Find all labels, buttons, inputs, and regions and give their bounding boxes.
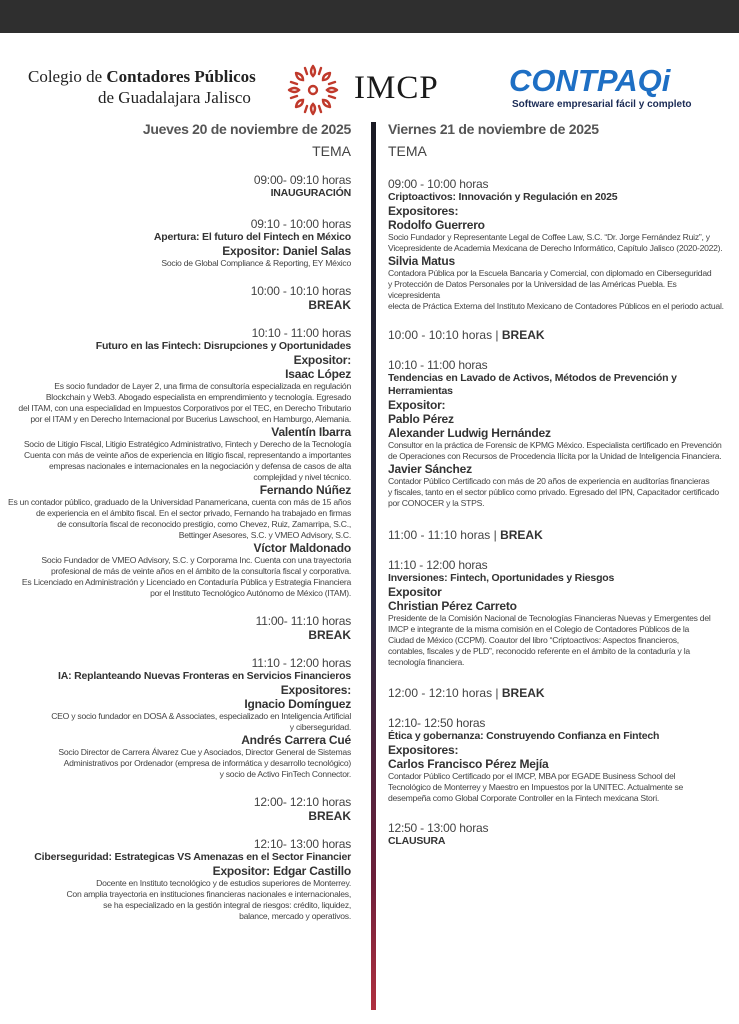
bio-line: contables, fiscales y de PLD”, reconocido referente en el ámbito de la contaduría y la — [388, 646, 690, 656]
bio-line: Es un contador público, graduado de la Universidad Panamericana, cuenta con más de 15 años — [8, 497, 351, 507]
bio-line: electa de Práctica Externa del Instituto Mexicano de Contadores Públicos en el periodo actual. — [388, 301, 724, 311]
session-label: Expositor — [388, 585, 442, 599]
session-label: Expositor: — [293, 353, 351, 367]
session-expositor: Expositor: Edgar Castillo — [212, 864, 351, 878]
bio-line: Contador Público Certificado con más de 20 años de experiencia en auditorías financieras — [388, 476, 710, 486]
session-title: IA: Replanteando Nuevas Fronteras en Servicios Financieros — [58, 670, 351, 682]
bio-line: se ha especializado en la gestión integral de riesgos: crédito, liquidez, — [103, 900, 351, 910]
speaker-name: Ignacio Domínguez — [244, 697, 351, 711]
bio-line: Con amplia trayectoria en instituciones financieras nacionales e internacionales, — [66, 889, 351, 899]
session-etica — [388, 716, 728, 804]
bio-line: del ITAM, con una especialidad en Impuestos Corporativos por el TEC, en Derecho Tributario — [18, 403, 351, 413]
thursday-column — [8, 121, 351, 922]
session-time: 12:10- 12:50 horas — [388, 716, 486, 730]
bio-line: Vicepresidente de Academia Mexicana de Derecho Informático, Capítulo Jalisco (2020-2022). — [388, 243, 723, 253]
session-inversiones — [388, 558, 728, 668]
session-apertura — [8, 217, 351, 269]
speaker-bio — [388, 232, 728, 254]
speaker-name: Alexander Ludwig Hernández — [388, 426, 551, 440]
column-divider — [371, 122, 376, 1010]
speaker-bio — [388, 268, 728, 312]
session-lavado — [388, 358, 728, 509]
speaker-name: Pablo Pérez — [388, 412, 454, 426]
speaker-bio — [8, 747, 351, 780]
imcp-emblem-icon — [285, 62, 341, 118]
session-time: 11:00- 11:10 horas — [255, 614, 351, 628]
speaker-name: Isaac López — [285, 367, 351, 381]
break-label: BREAK — [308, 298, 351, 312]
bio-line: Socio Fundador y Representante Legal de Coffee Law, S.C. “Dr. Jorge Fernández Ruiz”, y — [388, 232, 710, 242]
speaker-bio — [388, 613, 728, 668]
speaker-bio — [8, 381, 351, 425]
bio-line: por el Instituto Tecnológico Autónomo de México (ITAM). — [150, 588, 351, 598]
session-title: Criptoactivos: Innovación y Regulación en 2025 — [388, 191, 618, 203]
bio-line: Socio Director de Carrera Álvarez Cue y Asociados, Director General de Sistemas — [58, 747, 351, 757]
bio-line: Contador Público Certificado por el IMCP, MBA por EGADE Business School del — [388, 771, 676, 781]
break-label: BREAK — [308, 628, 351, 642]
bio-line: por el ITAM y en Derecho Internacional por Bucerius Lawschool, en Hamburgo, Alemania. — [30, 414, 351, 424]
session-time: 09:00- 09:10 horas — [253, 173, 351, 187]
break-label: BREAK — [308, 809, 351, 823]
speaker-name: Carlos Francisco Pérez Mejía — [388, 757, 549, 771]
contpaqi-tagline: Software empresarial fácil y completo — [512, 99, 692, 110]
session-time: 11:00 - 11:10 horas | — [388, 528, 501, 542]
imcp-logo-text: IMCP — [354, 70, 439, 106]
contpaqi-logo: CONTPAQi — [509, 63, 671, 98]
bio-line: IMCP e integrante de la misma comisión en el Colegio de Contadores Públicos de la — [388, 624, 690, 634]
bio-line: empresas nacionales e internacionales en la negociación y defensa de casos de alta — [49, 461, 351, 471]
bio-line: de consultoría fiscal de reconocido prestigio, como Chevez, Ruiz, Zamarripa, S.C., — [57, 519, 351, 529]
friday-break-3 — [388, 686, 728, 700]
bio-line: complejidad y nivel técnico. — [253, 472, 351, 482]
bio-line: balance, mercado y operativos. — [239, 911, 351, 921]
speaker-bio — [8, 555, 351, 599]
speaker-name: Javier Sánchez — [388, 462, 472, 476]
session-time: 12:10- 13:00 horas — [253, 837, 351, 851]
thursday-date: Jueves 20 de noviembre de 2025 — [142, 121, 351, 137]
speaker-bio: Socio de Global Compliance & Reporting, EY México — [161, 258, 351, 268]
bio-line: Blockchain y Web3. Abogado especialista en emprendimiento y tecnología. Egresado — [45, 392, 351, 402]
session-time: 10:10 - 11:00 horas — [388, 358, 488, 372]
speaker-name: Fernando Núñez — [259, 483, 351, 497]
session-title-line: Herramientas — [388, 385, 453, 397]
bio-line: Es Licenciado en Administración y Licenciado en Contaduría Pública y Estrategia Financiera — [21, 577, 351, 587]
speaker-bio — [388, 771, 728, 804]
top-bar — [0, 0, 739, 33]
session-time: 11:10 - 12:00 horas — [251, 656, 351, 670]
bio-line: CEO y socio fundador en DOSA & Associates, especializado en Inteligencia Artificial — [51, 711, 351, 721]
break-label: BREAK — [500, 528, 543, 542]
bio-line: y socio de Activo FinTech Connector. — [219, 769, 351, 779]
bio-line: por CONOCER y la STPS. — [388, 498, 485, 508]
bio-line: Presidente de la Comisión Nacional de Tecnologías Financieras Nuevas y Emergentes del — [388, 613, 711, 623]
session-break-2 — [8, 614, 351, 642]
session-expositor: Expositor: Daniel Salas — [222, 244, 351, 258]
ccp-line1-bold: Contadores Públicos — [106, 67, 256, 86]
bio-line: desempeña como Global Corporate Controller en la Fintech mexicana Stori. — [388, 793, 659, 803]
session-time: 12:00- 12:10 horas — [253, 795, 351, 809]
session-title: Ciberseguridad: Estrategicas VS Amenazas en el Sector Financier — [34, 851, 351, 863]
bio-line: Socio de Litigio Fiscal, Litigio Estratégico Administrativo, Fintech y Derecho de la Tecnología — [23, 439, 351, 449]
session-time: 10:10 - 11:00 horas — [251, 326, 351, 340]
bio-line: de experiencia en el ámbito fiscal. En el sector privado, Fernando ha trabajado en firmas — [35, 508, 351, 518]
bio-line: tecnología financiera. — [388, 657, 465, 667]
speaker-bio — [8, 711, 351, 733]
session-label: Expositores: — [280, 683, 351, 697]
session-title: CLAUSURA — [388, 835, 446, 847]
speaker-name: Valentín Ibarra — [271, 425, 351, 439]
session-label: Expositores: — [388, 204, 459, 218]
session-label: Expositores: — [388, 743, 459, 757]
break-label: BREAK — [501, 328, 545, 342]
session-time: 11:10 - 12:00 horas — [388, 558, 488, 572]
speaker-name: Andrés Carrera Cué — [241, 733, 351, 747]
session-time: 09:10 - 10:00 horas — [250, 217, 351, 231]
bio-line: y fiscales, tanto en el sector público como privado. Egresado del IPN, Capacitador certificado — [388, 487, 719, 497]
session-title: Futuro en las Fintech: Disrupciones y Oportunidades — [95, 340, 351, 352]
bio-line: Bettinger Asesores, S.C. y VMEO Advisory, S.C. — [178, 530, 351, 540]
bio-line: y Protección de Datos Personales por la Universidad de las Américas Puebla. Es vicepresidenta — [388, 279, 677, 300]
session-ciberseguridad — [8, 837, 351, 922]
bio-line: Es socio fundador de Layer 2, una firma de consultoría especializada en regulación — [54, 381, 351, 391]
bio-line: y ciberseguridad. — [289, 722, 351, 732]
bio-line: profesional de más de veinte años en el ámbito de la consultoría fiscal y corporativa. — [51, 566, 351, 576]
session-time: 09:00 - 10:00 horas — [388, 177, 489, 191]
speaker-name: Christian Pérez Carreto — [388, 599, 517, 613]
speaker-name: Rodolfo Guerrero — [388, 218, 485, 232]
session-time: 12:00 - 12:10 horas | — [388, 686, 502, 700]
session-clausura — [388, 821, 728, 848]
session-title: Inversiones: Fintech, Oportunidades y Riesgos — [388, 572, 615, 584]
session-break-3 — [8, 795, 351, 823]
friday-break-2 — [388, 528, 728, 542]
session-title: Apertura: El futuro del Fintech en México — [153, 231, 351, 243]
bio-line: Socio Fundador de VMEO Advisory, S.C. y Corporama Inc. Cuenta con una trayectoria — [41, 555, 351, 565]
session-label: Expositor: — [388, 398, 446, 412]
ccp-line2: de Guadalajara Jalisco — [98, 88, 251, 107]
session-time: 10:00 - 10:10 horas — [250, 284, 351, 298]
session-time: 10:00 - 10:10 horas | — [388, 328, 502, 342]
bio-line: Consultor en la práctica de Forensic de KPMG México. Especialista certificado en Prevención — [388, 440, 722, 450]
ccp-line1-pre: Colegio de — [28, 67, 107, 86]
thursday-tema: TEMA — [312, 143, 351, 159]
session-title: INAUGURACIÓN — [270, 187, 351, 199]
speaker-name: Silvia Matus — [388, 254, 455, 268]
session-ia — [8, 656, 351, 780]
speaker-bio — [8, 878, 351, 922]
session-title-line: Tendencias en Lavado de Activos, Métodos de Prevención y — [388, 372, 677, 384]
friday-tema: TEMA — [388, 143, 427, 159]
bio-line: Docente en Instituto tecnológico y de estudios superiores de Monterrey. — [96, 878, 351, 888]
friday-date: Viernes 21 de noviembre de 2025 — [388, 121, 599, 137]
session-inauguracion — [8, 173, 351, 200]
friday-break-1 — [388, 328, 728, 342]
bio-line: Cuenta con más de veinte años de experiencia en litigio fiscal, representando a importantes — [24, 450, 351, 460]
speaker-bio — [388, 476, 728, 509]
friday-column — [388, 121, 728, 848]
session-title: Ética y gobernanza: Construyendo Confianza en Fintech — [388, 730, 660, 742]
speaker-bio — [8, 439, 351, 483]
session-criptoactivos — [388, 177, 728, 312]
session-futuro-fintech — [8, 326, 351, 599]
bio-line: Contadora Pública por la Escuela Bancaria y Comercial, con diplomado en Ciberseguridad — [388, 268, 712, 278]
session-time: 12:50 - 13:00 horas — [388, 821, 489, 835]
bio-line: Ciudad de México (CCPM). Coautor del libro “Criptoactivos: Aspectos financieros, — [388, 635, 679, 645]
speaker-bio — [388, 440, 728, 462]
break-label: BREAK — [501, 686, 545, 700]
speaker-name: Víctor Maldonado — [253, 541, 351, 555]
speaker-bio — [8, 497, 351, 541]
session-break-1 — [8, 284, 351, 312]
bio-line: de Operaciones con Recursos de Procedencia Ilícita por la Unidad de Inteligencia Financiera. — [388, 451, 722, 461]
bio-line: Tecnológico de Monterrey y Maestro en Impuestos por la UNITEC. Actualmente se — [388, 782, 684, 792]
ccp-logo — [28, 66, 256, 108]
bio-line: Administrativos por Ordenador (empresa de informática y desarrollo tecnológico) — [63, 758, 351, 768]
